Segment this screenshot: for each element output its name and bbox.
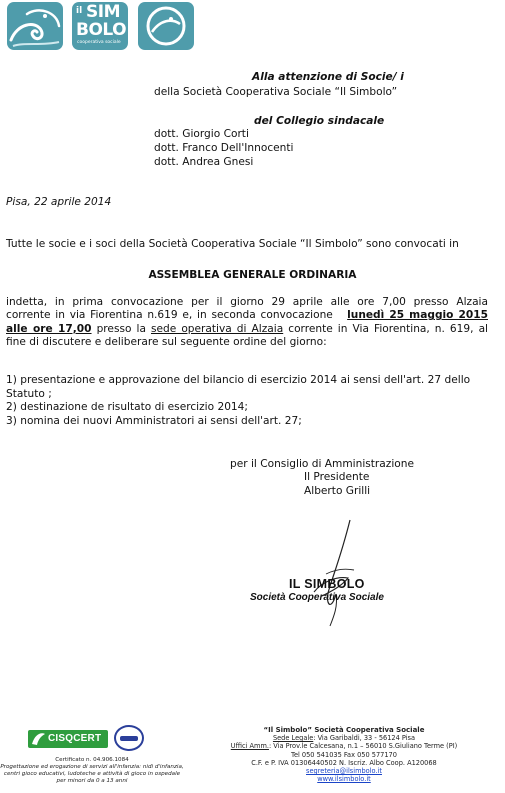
agenda-item: Statuto ; <box>6 387 52 400</box>
cisqcert-text: CISQCERT <box>48 733 102 744</box>
tax-code: C.F. e P. IVA 01306440502 N. Iscriz. Albo Coop. A120068 <box>251 758 437 767</box>
place-date: Pisa, 22 aprile 2014 <box>6 196 112 208</box>
paragraph-line-part: corrente in Via Fiorentina, n. 619, al <box>283 322 489 335</box>
wave-logo <box>7 2 63 50</box>
second-convocation-time: alle ore 17,00 <box>6 322 92 335</box>
addressee-line-3: del Collegio sindacale <box>254 115 385 127</box>
registered-office-label: Sede Legale <box>272 734 314 743</box>
convocation-paragraph <box>6 296 488 350</box>
assembly-heading: ASSEMBLEA GENERALE ORDINARIA <box>148 269 357 281</box>
signature-role: Il Presidente <box>304 471 370 483</box>
circle-logo-graphic <box>138 2 194 50</box>
paragraph-line <box>6 323 488 336</box>
logo-text-sim: SIM <box>86 2 120 22</box>
registered-office <box>214 734 474 742</box>
certification-scope: per minori da 0 a 13 anni <box>56 778 128 784</box>
agenda-item: 3) nomina dei nuovi Amministratori ai sensi dell'art. 27; <box>6 414 302 427</box>
addressee-name: dott. Giorgio Corti <box>154 128 249 140</box>
company-info <box>214 726 474 783</box>
email-link[interactable]: segreteria@ilsimbolo.it <box>306 767 382 776</box>
circle-logo <box>138 2 194 50</box>
wave-logo-graphic <box>7 2 63 50</box>
signature-name: Alberto Grilli <box>304 485 371 497</box>
operational-seat: sede operativa di Alzaia <box>151 322 284 335</box>
logo-tagline: cooperativa sociale <box>77 40 121 45</box>
logo-text-bolo: BOLO <box>76 20 127 40</box>
registered-office-value: : Via Garibaldi, 33 - 56124 Pisa <box>313 734 416 743</box>
intro-text: Tutte le socie e i soci della Società Cooperativa Sociale “Il Simbolo” sono convocati in <box>6 238 459 250</box>
admin-office-value: : Via Prov.le Calcesana, n.1 – 56010 S.Giuliano Terme (PI) <box>268 742 458 751</box>
agenda-item: 1) presentazione e approvazione del bilancio di esercizio 2014 ai sensi dell'art. 27 dello <box>6 374 471 386</box>
certificate-number: Certificato n. 04.906.1084 <box>55 757 129 763</box>
paragraph-line: indetta, in prima convocazione per il giorno 29 aprile alle ore 7,00 presso Alzaia <box>6 296 488 308</box>
agenda-item: 2) destinazione de risultato di esercizio 2014; <box>6 401 248 414</box>
il-simbolo-logo <box>72 2 128 50</box>
certification-scope: Progettazione ed erogazione di servizi all'infanzia: nidi d'infanzia, <box>0 764 184 770</box>
iqnet-band-icon <box>120 736 138 741</box>
company-name: “Il Simbolo” Società Cooperativa Sociale <box>263 726 425 734</box>
paragraph-line: fine di discutere e deliberare sul seguente ordine del giorno: <box>6 336 327 349</box>
admin-office-label: Uffici Amm. <box>230 742 269 751</box>
stamp-subtitle: Società Cooperativa Sociale <box>250 592 384 603</box>
signature-board: per il Consiglio di Amministrazione <box>230 458 414 470</box>
paragraph-line <box>6 309 488 322</box>
phone-fax: Tel 050 541035 Fax 050 577170 <box>291 750 397 759</box>
website-link[interactable]: www.ilsimbolo.it <box>317 775 371 784</box>
paragraph-line-part: presso la <box>91 322 151 335</box>
cisqcert-logo <box>28 730 108 748</box>
addressee-name: dott. Franco Dell'Innocenti <box>154 142 294 154</box>
addressee-line-1: Alla attenzione di Socie/ i <box>252 71 404 83</box>
iqnet-logo <box>114 725 144 751</box>
addressee-name: dott. Andrea Gnesi <box>154 156 254 168</box>
certification-scope: centri gioco educativi, ludoteche e attività di gioco in ospedale <box>3 771 181 777</box>
second-convocation-date: lunedì 25 maggio 2015 <box>347 309 489 322</box>
addressee-line-2: della Società Cooperativa Sociale “Il Simbolo” <box>154 86 398 98</box>
cisqcert-mark-icon <box>29 730 47 748</box>
paragraph-line-part: corrente in via Fiorentina n.619 e, in seconda convocazione <box>6 309 333 322</box>
agenda-list <box>6 374 470 428</box>
logo-text-il: il <box>76 6 83 16</box>
handwritten-signature <box>300 516 380 628</box>
stamp-name: IL SIMBOLO <box>289 577 365 591</box>
admin-office <box>214 742 474 750</box>
